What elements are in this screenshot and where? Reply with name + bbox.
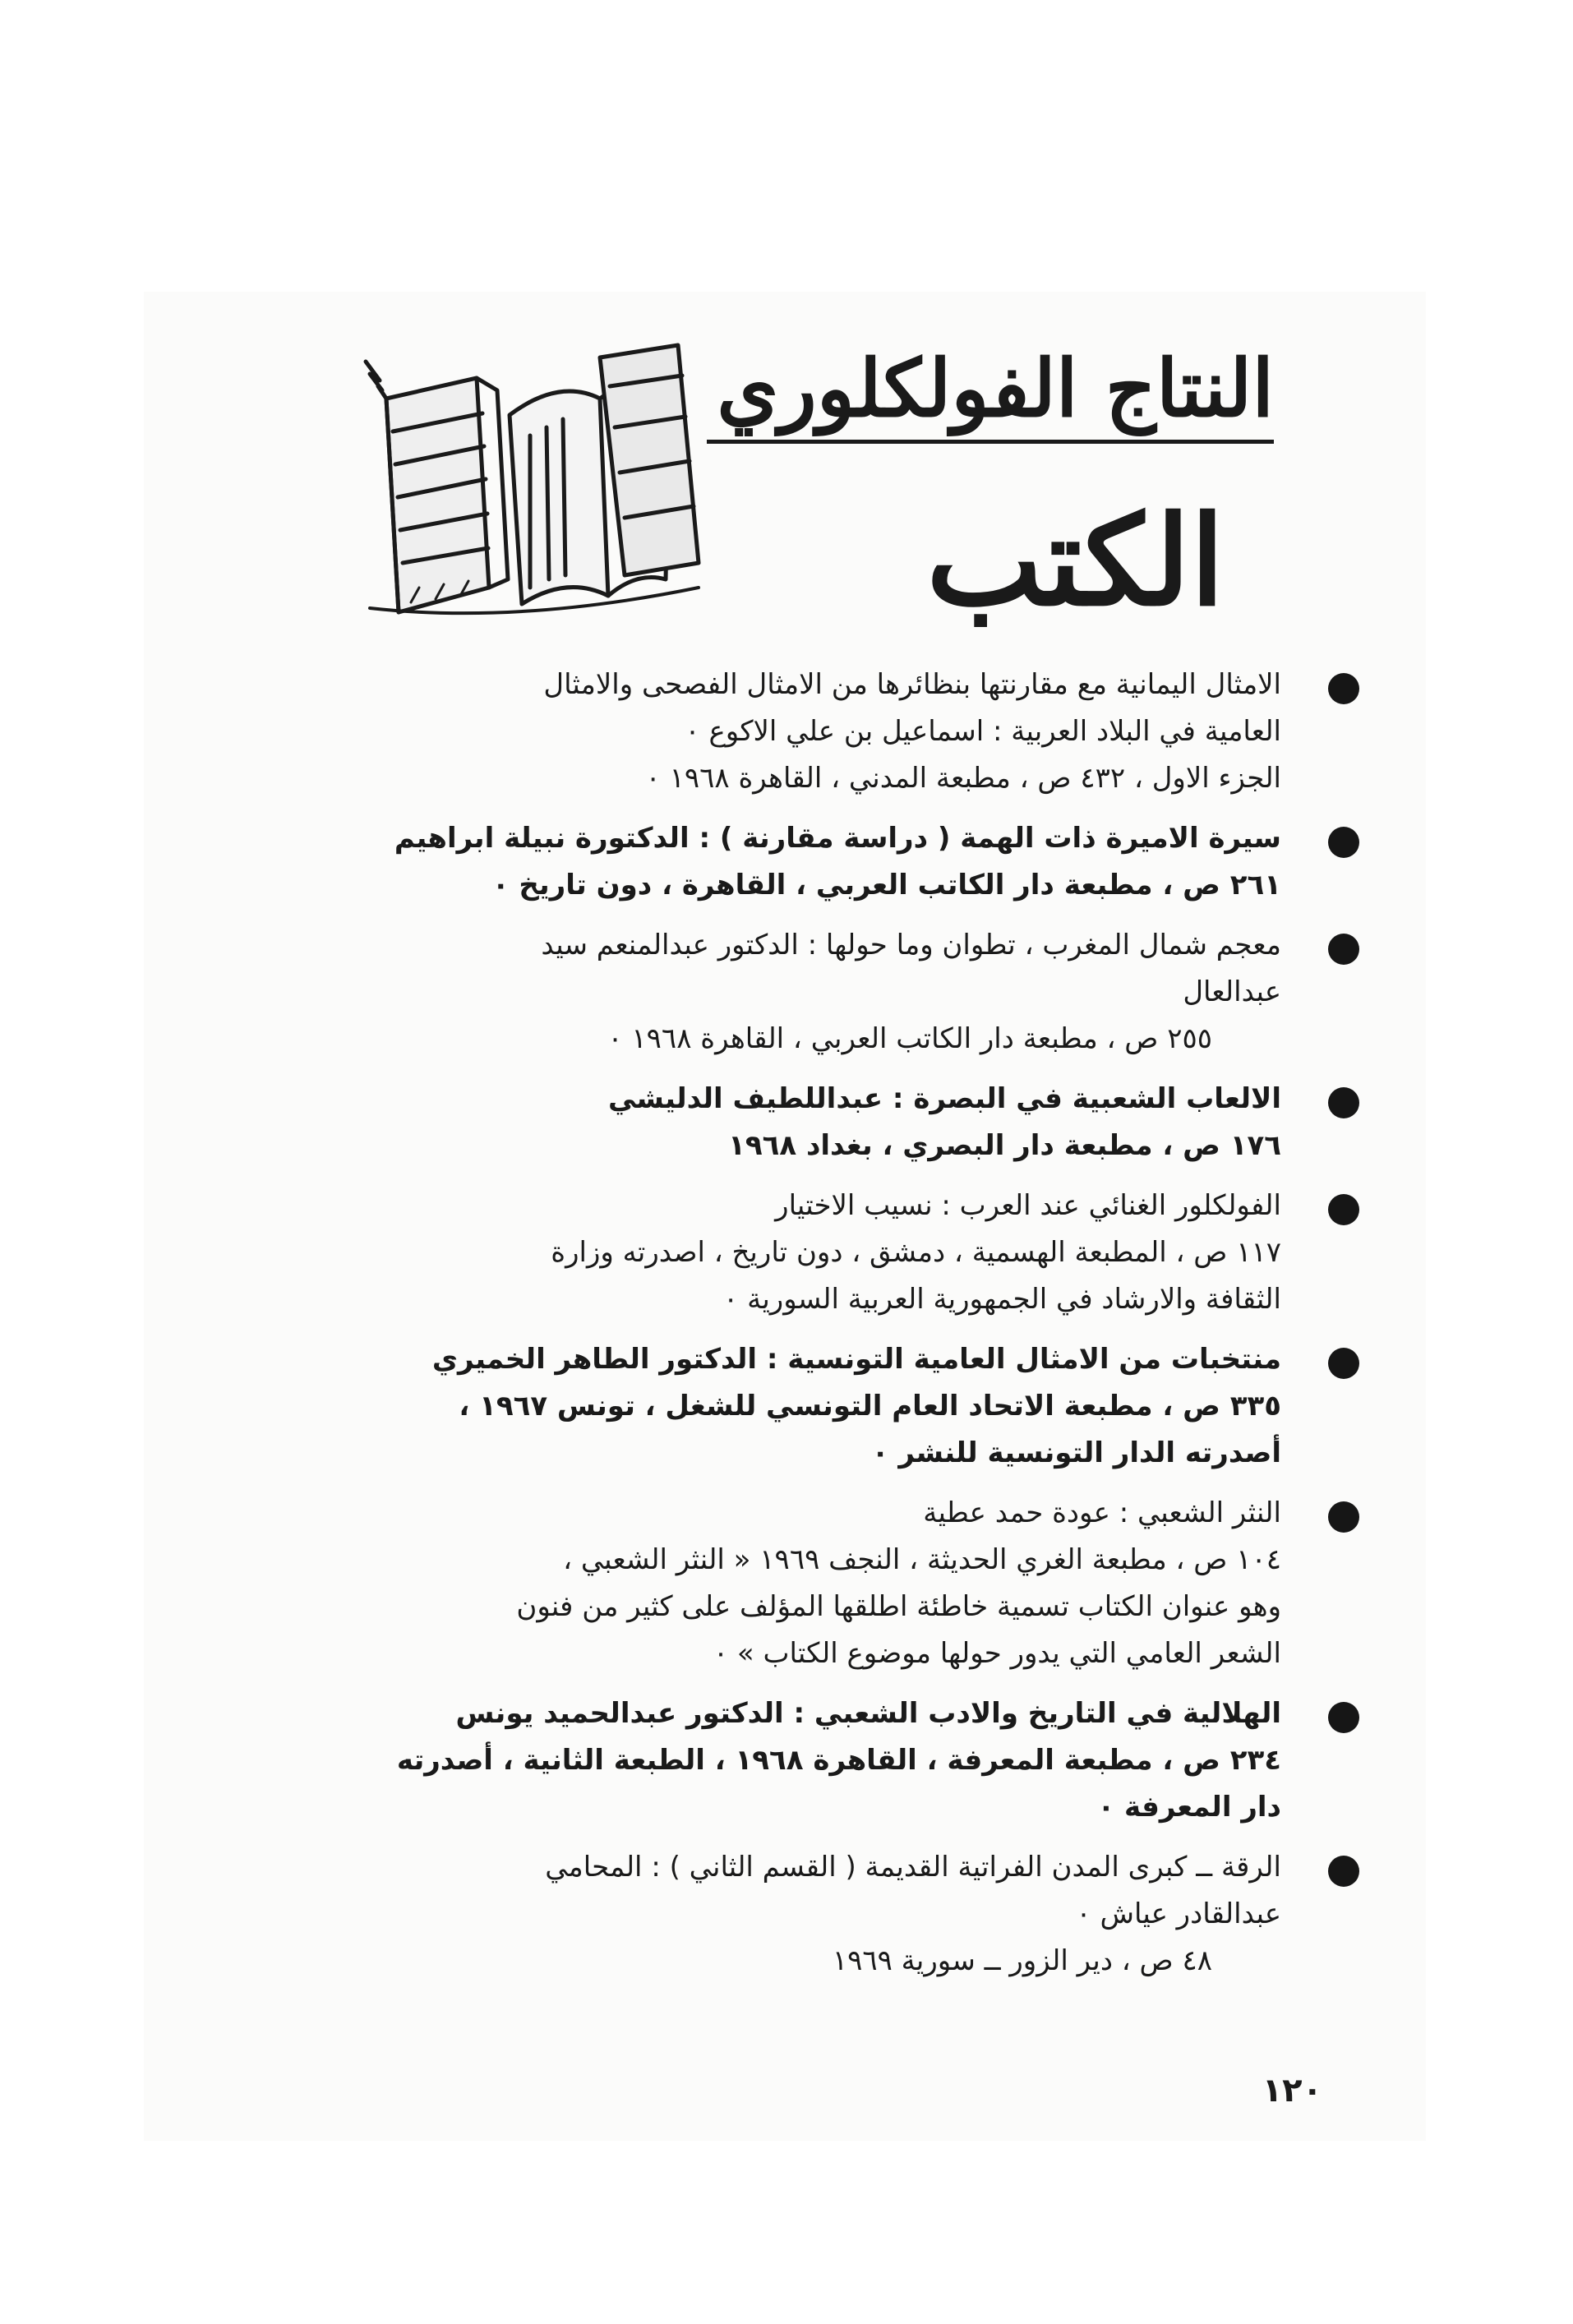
entry-line: ٣٣٥ ص ، مطبعة الاتحاد العام التونسي للشغل ، تونس ١٩٦٧ ، (459, 1390, 1281, 1423)
bullet-icon (1328, 1501, 1359, 1533)
book-list (279, 662, 1281, 1998)
entry-line: وهو عنوان الكتاب تسمية خاطئة اطلقها المؤلف على كثير من فنون (516, 1590, 1281, 1623)
entry-line: منتخبات من الامثال العامية التونسية : الدكتور الطاهر الخميري (431, 1343, 1281, 1376)
entry-line: ٢٦١ ص ، مطبعة دار الكاتب العربي ، القاهرة ، دون تاريخ ٠ (491, 869, 1281, 901)
bullet-icon (1328, 934, 1359, 965)
entry-line: ١١٧ ص ، المطبعة الهسمية ، دمشق ، دون تاريخ ، اصدرته وزارة (551, 1236, 1281, 1269)
book-entry-5 (279, 1183, 1281, 1323)
book-entry-7 (279, 1490, 1281, 1677)
bullet-icon (1328, 827, 1359, 858)
entry-line: الالعاب الشعبية في البصرة : عبداللطيف الدليشي (608, 1082, 1281, 1115)
entry-line: ١٧٦ ص ، مطبعة دار البصري ، بغداد ١٩٦٨ (728, 1129, 1281, 1162)
page-number: ١٢٠ (1262, 2072, 1322, 2110)
entry-line: الشعر العامي التي يدور حولها موضوع الكتاب » ٠ (713, 1637, 1281, 1670)
book-entry-3 (279, 922, 1281, 1063)
books-illustration-icon (353, 341, 707, 620)
bullet-icon (1328, 673, 1359, 704)
title-rule (707, 440, 1274, 444)
entry-line: الجزء الاول ، ٤٣٢ ص ، مطبعة المدني ، القاهرة ١٩٦٨ ٠ (645, 762, 1281, 795)
book-entry-4 (279, 1076, 1281, 1169)
book-entry-1 (279, 662, 1281, 802)
entry-line: النثر الشعبي : عودة حمد عطية (923, 1496, 1281, 1529)
bullet-icon (1328, 1856, 1359, 1887)
entry-line: ٤٨ ص ، دير الزور ــ سورية ١٩٦٩ (832, 1944, 1212, 1977)
page-header (329, 329, 1274, 649)
entry-line: العامية في البلاد العربية : اسماعيل بن علي الاكوع ٠ (685, 715, 1281, 748)
entry-line: معجم شمال المغرب ، تطوان وما حولها : الدكتور عبدالمنعم سيد (541, 929, 1281, 961)
entry-line: ٢٥٥ ص ، مطبعة دار الكاتب العربي ، القاهرة ١٩٦٨ ٠ (607, 1022, 1212, 1055)
entry-line: الفولكلور الغنائي عند العرب : نسيب الاختيار (775, 1189, 1281, 1222)
bullet-icon (1328, 1702, 1359, 1733)
entry-line: أصدرته الدار التونسية للنشر ٠ (871, 1436, 1281, 1469)
entry-line: الرقة ــ كبرى المدن الفراتية القديمة ( القسم الثاني ) : المحامي (545, 1851, 1281, 1884)
bullet-icon (1328, 1348, 1359, 1379)
entry-line: الامثال اليمانية مع مقارنتها بنظائرها من الامثال الفصحى والامثال (543, 668, 1281, 701)
book-entry-8 (279, 1690, 1281, 1831)
book-entry-2 (279, 815, 1281, 909)
entry-line: الثقافة والارشاد في الجمهورية العربية السورية ٠ (723, 1283, 1281, 1316)
section-title: الكتب (926, 489, 1225, 634)
entry-line: سيرة الاميرة ذات الهمة ( دراسة مقارنة ) : الدكتورة نبيلة ابراهيم (394, 822, 1281, 855)
entry-line: ٢٣٤ ص ، مطبعة المعرفة ، القاهرة ١٩٦٨ ، الطبعة الثانية ، أصدرته (396, 1744, 1281, 1777)
entry-line: الهلالية في التاريخ والادب الشعبي : الدكتور عبدالحميد يونس (455, 1697, 1281, 1730)
book-entry-6 (279, 1336, 1281, 1477)
entry-line: دار المعرفة ٠ (1097, 1791, 1281, 1824)
book-entry-9 (279, 1844, 1281, 1985)
bullet-icon (1328, 1087, 1359, 1118)
entry-line: عبدالقادر عياش ٠ (1076, 1897, 1281, 1930)
series-title: النتاج الفولكلوري (717, 342, 1274, 435)
entry-line: ١٠٤ ص ، مطبعة الغري الحديثة ، النجف ١٩٦٩ « النثر الشعبي ، (563, 1543, 1281, 1576)
bullet-icon (1328, 1194, 1359, 1225)
entry-line: عبدالعال (1183, 975, 1281, 1008)
